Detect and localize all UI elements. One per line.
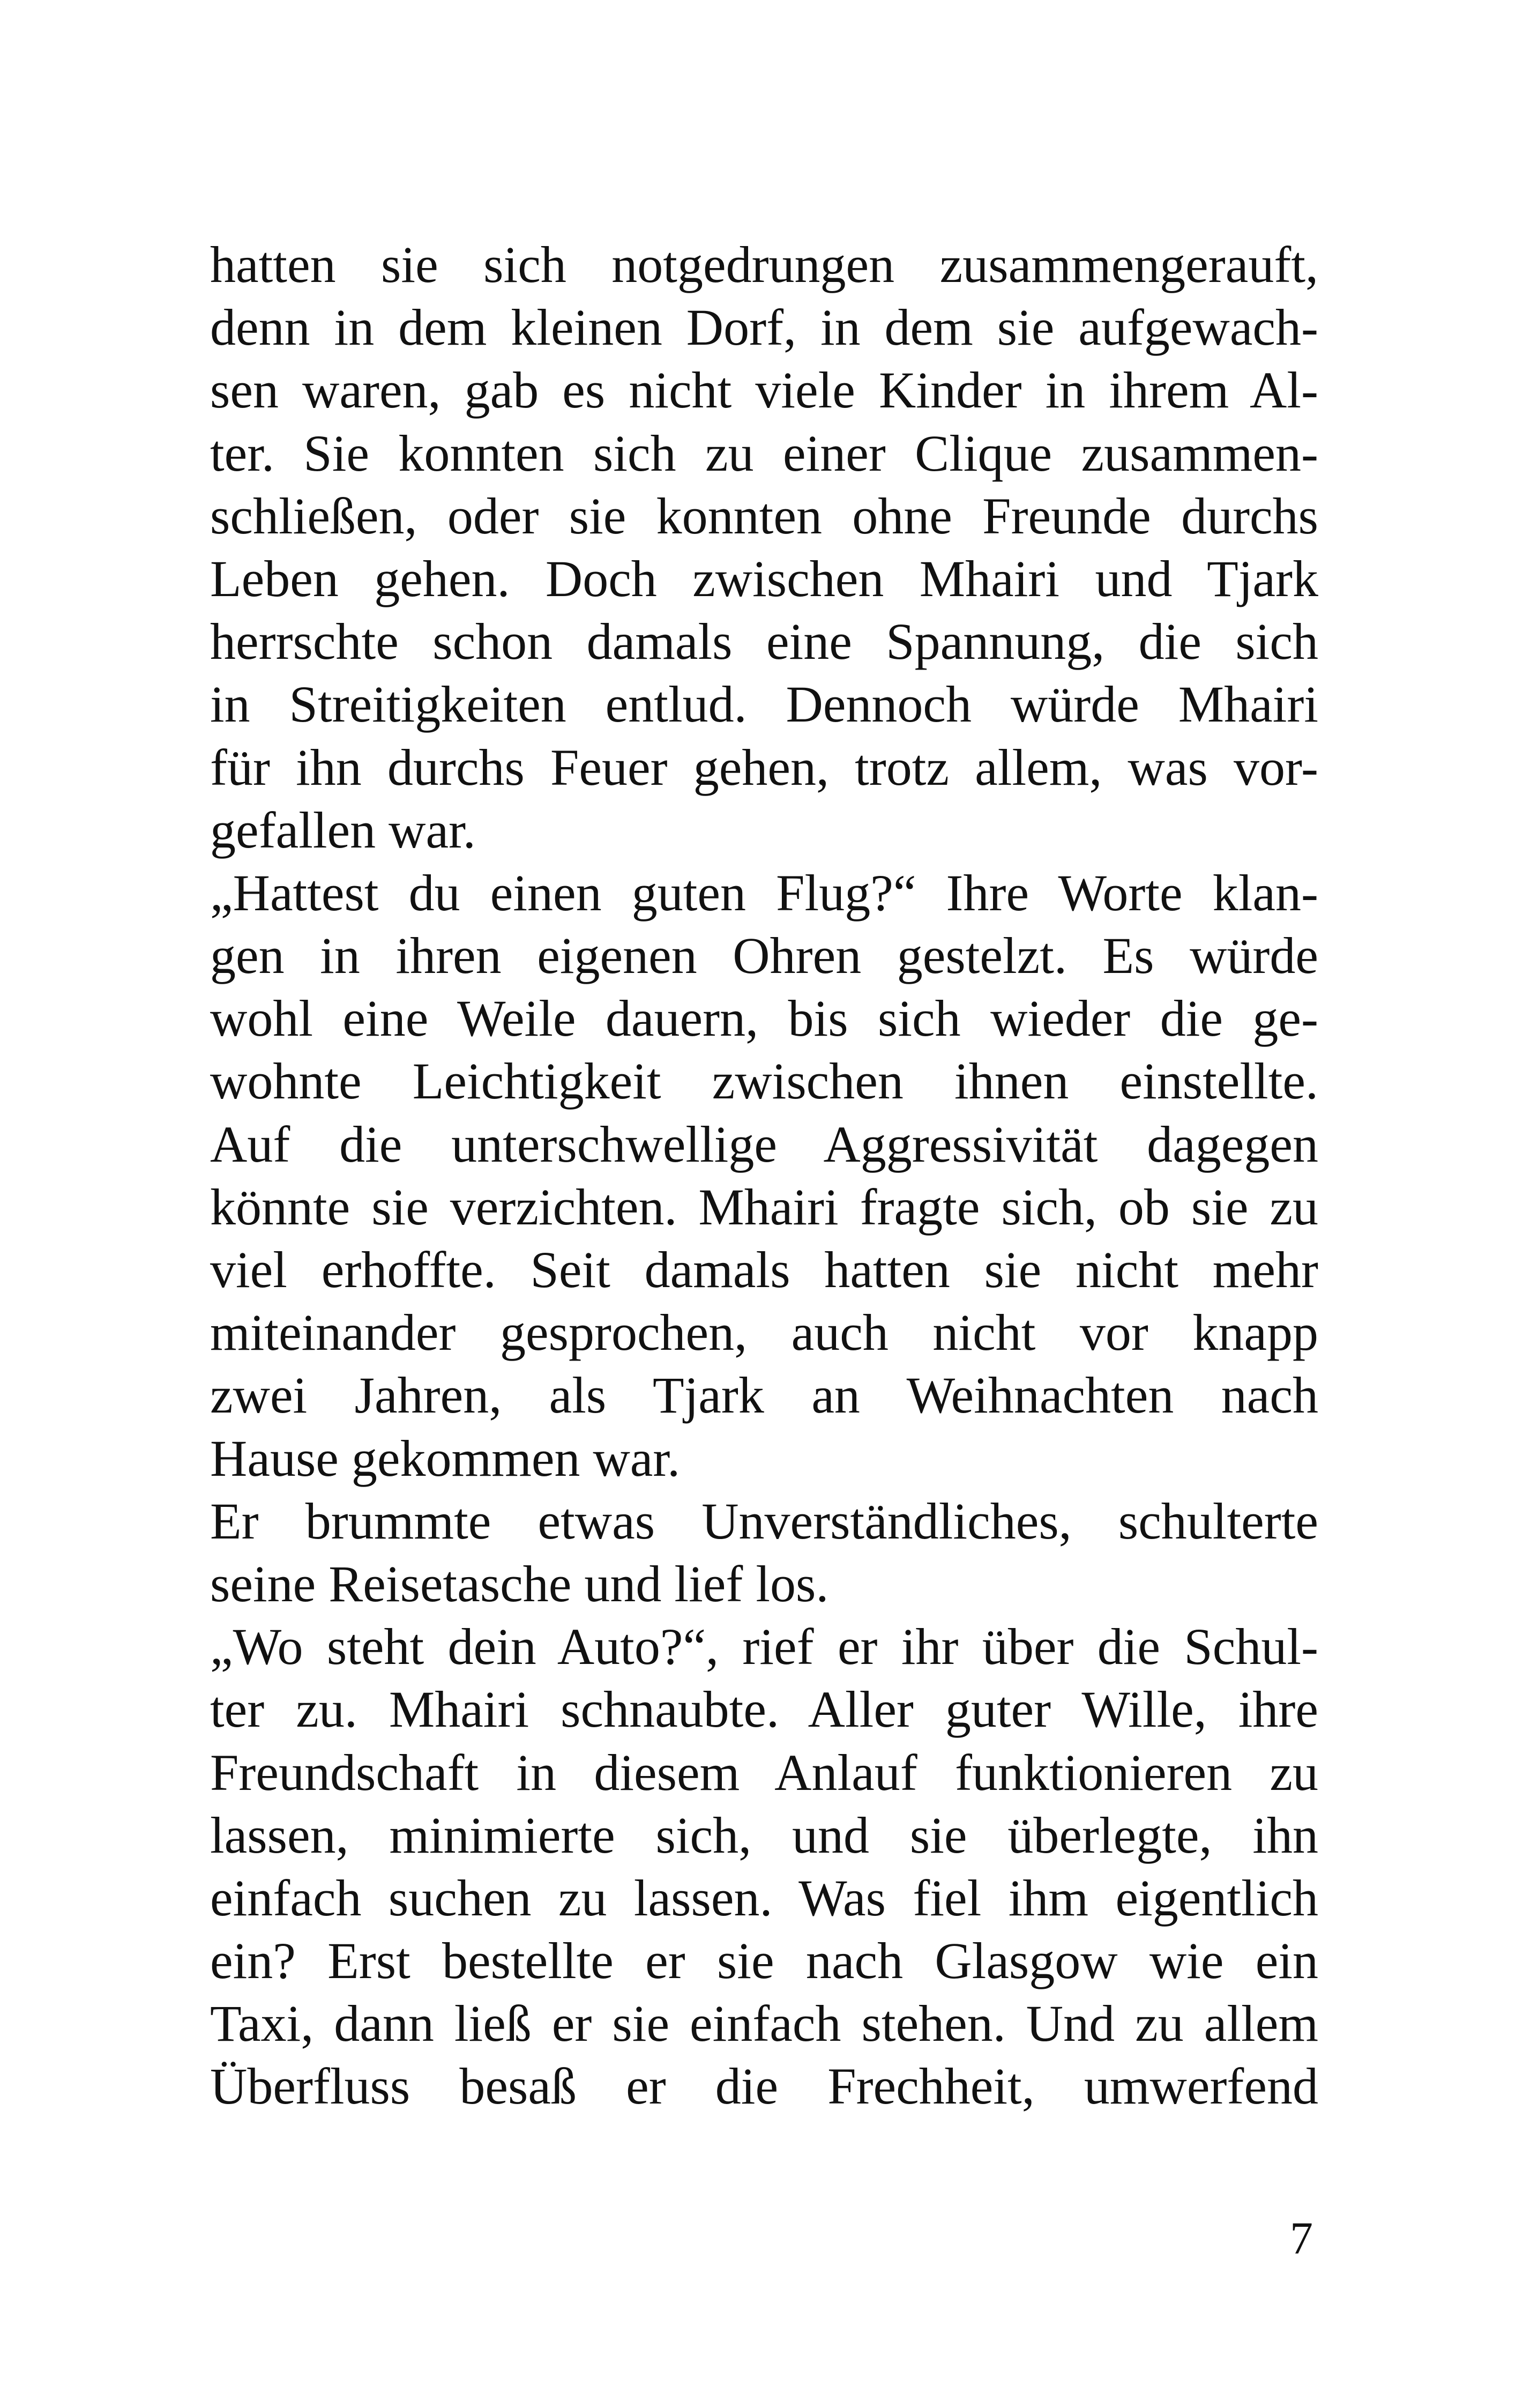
text-line: zwei Jahren, als Tjark an Weihnachten nach xyxy=(210,1366,1318,1424)
text-line: Überfluss besaß er die Frechheit, umwerfend xyxy=(210,2057,1318,2115)
text-line: herrschte schon damals eine Spannung, die sich xyxy=(210,613,1318,671)
body-text xyxy=(210,233,1318,2118)
text-line: „Wo steht dein Auto?“, rief er ihr über die Schul- xyxy=(210,1618,1318,1676)
text-line: „Hattest du einen guten Flug?“ Ihre Worte klan- xyxy=(210,864,1318,921)
text-line: viel erhoffte. Seit damals hatten sie nicht mehr xyxy=(210,1241,1318,1298)
text-line: wohnte Leichtigkeit zwischen ihnen einstellte. xyxy=(210,1052,1318,1110)
text-line: Er brummte etwas Unverständliches, schulterte xyxy=(210,1492,1318,1550)
text-line: miteinander gesprochen, auch nicht vor knapp xyxy=(210,1304,1318,1362)
text-line: einfach suchen zu lassen. Was fiel ihm eigentlich xyxy=(210,1869,1318,1927)
page-number: 7 xyxy=(1290,2212,1313,2264)
text-line: könnte sie verzichten. Mhairi fragte sich, ob sie zu xyxy=(210,1178,1318,1236)
text-line: Hause gekommen war. xyxy=(210,1429,681,1487)
text-line: Taxi, dann ließ er sie einfach stehen. Und zu allem xyxy=(210,1995,1318,2053)
text-line: ein? Erst bestellte er sie nach Glasgow wie ein xyxy=(210,1932,1318,1990)
text-line: für ihn durchs Feuer gehen, trotz allem, was vor- xyxy=(210,738,1318,796)
text-line: lassen, minimierte sich, und sie überlegte, ihn xyxy=(210,1806,1318,1864)
text-line: sen waren, gab es nicht viele Kinder in ihrem Al- xyxy=(210,361,1318,419)
text-line: ter. Sie konnten sich zu einer Clique zusammen- xyxy=(210,424,1318,482)
text-line: gen in ihren eigenen Ohren gestelzt. Es würde xyxy=(210,927,1318,985)
text-line: schließen, oder sie konnten ohne Freunde durchs xyxy=(210,487,1318,545)
text-line: hatten sie sich notgedrungen zusammengerauft, xyxy=(210,236,1318,293)
text-line: gefallen war. xyxy=(210,801,476,859)
text-line: Leben gehen. Doch zwischen Mhairi und Tjark xyxy=(210,549,1318,607)
text-line: Auf die unterschwellige Aggressivität dagegen xyxy=(210,1115,1318,1173)
text-line: Freundschaft in diesem Anlauf funktionieren zu xyxy=(210,1743,1318,1801)
text-line: denn in dem kleinen Dorf, in dem sie aufgewach- xyxy=(210,299,1318,356)
text-line: ter zu. Mhairi schnaubte. Aller guter Wille, ihre xyxy=(210,1681,1318,1738)
text-line: wohl eine Weile dauern, bis sich wieder die ge- xyxy=(210,990,1318,1047)
text-line: in Streitigkeiten entlud. Dennoch würde Mhairi xyxy=(210,675,1318,733)
text-line: seine Reisetasche und lief los. xyxy=(210,1555,829,1612)
